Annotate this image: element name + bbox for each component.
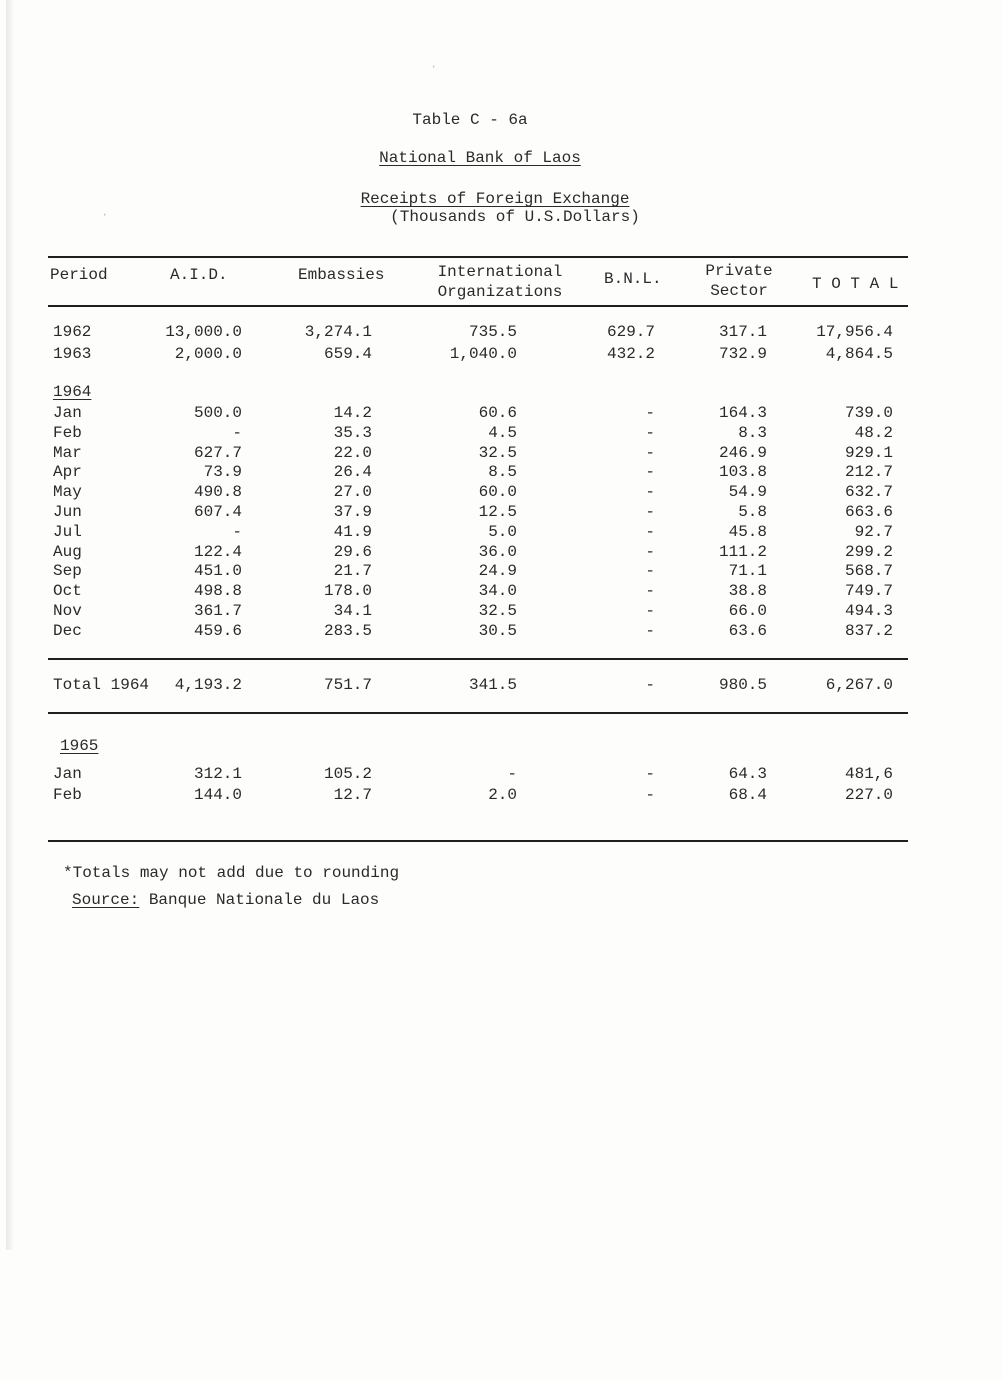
cell-total: 632.7 xyxy=(844,483,893,502)
cell-bnl: - xyxy=(645,522,655,541)
cell-period: Jun xyxy=(53,503,82,521)
cell-embassies: 41.9 xyxy=(333,522,372,541)
cell-embassies: 27.0 xyxy=(333,483,372,502)
cell-international: 34.0 xyxy=(478,582,517,601)
cell-international: 12.5 xyxy=(478,503,517,521)
cell-aid: 607.4 xyxy=(193,503,242,521)
cell-embassies: 14.2 xyxy=(333,404,372,422)
table-row xyxy=(0,785,1003,805)
source-text: Banque Nationale du Laos xyxy=(139,891,380,909)
cell-aid: 451.0 xyxy=(193,562,242,581)
cell-aid: 627.7 xyxy=(193,443,242,462)
cell-aid: 490.8 xyxy=(193,483,242,502)
header-top-rule xyxy=(48,256,908,258)
col-header-total: T O T A L xyxy=(812,275,899,293)
source-line xyxy=(72,891,379,909)
cell-embassies: 659.4 xyxy=(323,345,372,363)
cell-total: 48.2 xyxy=(854,423,893,442)
footnote: *Totals may not add due to rounding xyxy=(63,864,400,882)
cell-period: Feb xyxy=(53,423,82,442)
cell-aid: 13,000.0 xyxy=(165,323,242,341)
cell-total: 481,6 xyxy=(844,765,893,783)
cell-period: Mar xyxy=(53,443,82,462)
cell-aid: 122.4 xyxy=(193,542,242,561)
header-bottom-rule xyxy=(48,305,908,307)
table-title: Table C - 6a xyxy=(412,111,528,129)
cell-private: 63.6 xyxy=(728,621,767,640)
cell-private: 164.3 xyxy=(718,404,767,422)
table-bottom-rule xyxy=(48,840,908,842)
cell-private: 317.1 xyxy=(718,323,767,341)
cell-international: 1,040.0 xyxy=(449,345,517,363)
cell-international: 341.5 xyxy=(468,676,517,694)
cell-embassies: 35.3 xyxy=(333,423,372,442)
table-row xyxy=(0,443,1003,463)
table-subtitle: National Bank of Laos xyxy=(379,149,581,167)
cell-international: 30.5 xyxy=(478,621,517,640)
total-bottom-rule xyxy=(48,712,908,714)
table-row xyxy=(0,561,1003,581)
table-row xyxy=(0,601,1003,621)
cell-bnl: - xyxy=(645,423,655,442)
cell-aid: 144.0 xyxy=(193,786,242,804)
cell-period: Oct xyxy=(53,582,82,601)
cell-bnl: - xyxy=(645,443,655,462)
cell-total: 4,864.5 xyxy=(825,345,893,363)
cell-private: 38.8 xyxy=(728,582,767,601)
col-header-bnl: B.N.L. xyxy=(604,270,662,288)
table-row xyxy=(0,423,1003,443)
scan-speck: · xyxy=(430,60,438,74)
year-label-1965: 1965 xyxy=(60,737,99,755)
cell-international: 5.0 xyxy=(488,522,517,541)
cell-total: 749.7 xyxy=(844,582,893,601)
cell-international: 24.9 xyxy=(478,562,517,581)
cell-international: 60.6 xyxy=(478,404,517,422)
year-label-1964: 1964 xyxy=(53,383,92,401)
cell-private: 66.0 xyxy=(728,602,767,620)
cell-total: 17,956.4 xyxy=(816,323,893,341)
cell-total: 92.7 xyxy=(854,522,893,541)
cell-period: 1963 xyxy=(53,345,92,363)
cell-period: Total 1964 xyxy=(53,676,150,694)
cell-embassies: 37.9 xyxy=(333,503,372,521)
cell-total: 739.0 xyxy=(844,404,893,422)
total-top-rule xyxy=(48,658,908,660)
cell-private: 111.2 xyxy=(718,542,767,561)
cell-period: Feb xyxy=(53,786,82,804)
cell-embassies: 3,274.1 xyxy=(304,323,372,341)
table-row xyxy=(0,502,1003,522)
cell-total: 929.1 xyxy=(844,443,893,462)
cell-aid: 312.1 xyxy=(193,765,242,783)
cell-embassies: 22.0 xyxy=(333,443,372,462)
cell-bnl: - xyxy=(645,676,655,694)
cell-embassies: 283.5 xyxy=(323,621,372,640)
cell-total: 6,267.0 xyxy=(825,676,893,694)
cell-period: Dec xyxy=(53,621,82,640)
cell-bnl: - xyxy=(645,765,655,783)
cell-international: 2.0 xyxy=(488,786,517,804)
cell-total: 227.0 xyxy=(844,786,893,804)
source-label: Source: xyxy=(72,891,140,909)
table-row xyxy=(0,322,1003,342)
col-header-period: Period xyxy=(50,266,108,284)
table-units: (Thousands of U.S.Dollars) xyxy=(390,208,640,226)
cell-period: Sep xyxy=(53,562,82,581)
cell-private: 103.8 xyxy=(718,463,767,482)
cell-bnl: - xyxy=(645,786,655,804)
table-row xyxy=(0,581,1003,601)
cell-embassies: 105.2 xyxy=(323,765,372,783)
cell-bnl: 432.2 xyxy=(606,345,655,363)
cell-bnl: - xyxy=(645,602,655,620)
cell-international: 735.5 xyxy=(468,323,517,341)
cell-bnl: - xyxy=(645,621,655,640)
cell-aid: 2,000.0 xyxy=(174,345,242,363)
cell-private: 5.8 xyxy=(738,503,767,521)
cell-bnl: - xyxy=(645,503,655,521)
cell-embassies: 26.4 xyxy=(333,463,372,482)
table-row xyxy=(0,403,1003,423)
table-heading: Receipts of Foreign Exchange xyxy=(360,190,630,208)
cell-period: Jul xyxy=(53,522,82,541)
cell-international: 60.0 xyxy=(478,483,517,502)
cell-bnl: - xyxy=(645,582,655,601)
cell-aid: 500.0 xyxy=(193,404,242,422)
cell-bnl: - xyxy=(645,562,655,581)
cell-embassies: 34.1 xyxy=(333,602,372,620)
cell-private: 68.4 xyxy=(728,786,767,804)
cell-embassies: 21.7 xyxy=(333,562,372,581)
cell-international: - xyxy=(507,765,517,783)
total-row xyxy=(0,675,1003,695)
cell-aid: - xyxy=(232,522,242,541)
cell-private: 980.5 xyxy=(718,676,767,694)
cell-aid: 4,193.2 xyxy=(174,676,242,694)
cell-total: 212.7 xyxy=(844,463,893,482)
table-row xyxy=(0,764,1003,784)
cell-private: 64.3 xyxy=(728,765,767,783)
cell-total: 299.2 xyxy=(844,542,893,561)
cell-total: 837.2 xyxy=(844,621,893,640)
cell-embassies: 751.7 xyxy=(323,676,372,694)
cell-embassies: 178.0 xyxy=(323,582,372,601)
table-row xyxy=(0,522,1003,542)
cell-aid: 73.9 xyxy=(203,463,242,482)
cell-international: 32.5 xyxy=(478,443,517,462)
cell-aid: 459.6 xyxy=(193,621,242,640)
cell-private: 54.9 xyxy=(728,483,767,502)
cell-private: 8.3 xyxy=(738,423,767,442)
col-header-sector: Sector xyxy=(710,282,768,300)
cell-international: 8.5 xyxy=(488,463,517,482)
cell-period: Apr xyxy=(53,463,82,482)
scan-speck: · xyxy=(101,208,109,222)
cell-aid: 498.8 xyxy=(193,582,242,601)
cell-international: 36.0 xyxy=(478,542,517,561)
col-header-international: International xyxy=(437,263,563,281)
cell-period: May xyxy=(53,483,82,502)
table-row xyxy=(0,621,1003,641)
cell-bnl: - xyxy=(645,483,655,502)
cell-period: Jan xyxy=(53,765,82,783)
table-row xyxy=(0,462,1003,482)
cell-private: 732.9 xyxy=(718,345,767,363)
cell-period: Aug xyxy=(53,542,82,561)
cell-total: 663.6 xyxy=(844,503,893,521)
cell-period: Nov xyxy=(53,602,82,620)
cell-period: Jan xyxy=(53,404,82,422)
cell-bnl: - xyxy=(645,404,655,422)
table-row xyxy=(0,344,1003,364)
cell-bnl: 629.7 xyxy=(606,323,655,341)
cell-embassies: 29.6 xyxy=(333,542,372,561)
cell-total: 494.3 xyxy=(844,602,893,620)
cell-private: 71.1 xyxy=(728,562,767,581)
col-header-private: Private xyxy=(705,262,773,280)
table-row xyxy=(0,542,1003,562)
cell-aid: 361.7 xyxy=(193,602,242,620)
table-row xyxy=(0,482,1003,502)
col-header-aid: A.I.D. xyxy=(170,266,228,284)
cell-private: 45.8 xyxy=(728,522,767,541)
cell-international: 32.5 xyxy=(478,602,517,620)
col-header-embassies: Embassies xyxy=(298,266,385,284)
cell-aid: - xyxy=(232,423,242,442)
cell-bnl: - xyxy=(645,463,655,482)
cell-total: 568.7 xyxy=(844,562,893,581)
cell-international: 4.5 xyxy=(488,423,517,442)
cell-private: 246.9 xyxy=(718,443,767,462)
cell-period: 1962 xyxy=(53,323,92,341)
cell-bnl: - xyxy=(645,542,655,561)
col-header-organizations: Organizations xyxy=(437,283,563,301)
cell-embassies: 12.7 xyxy=(333,786,372,804)
